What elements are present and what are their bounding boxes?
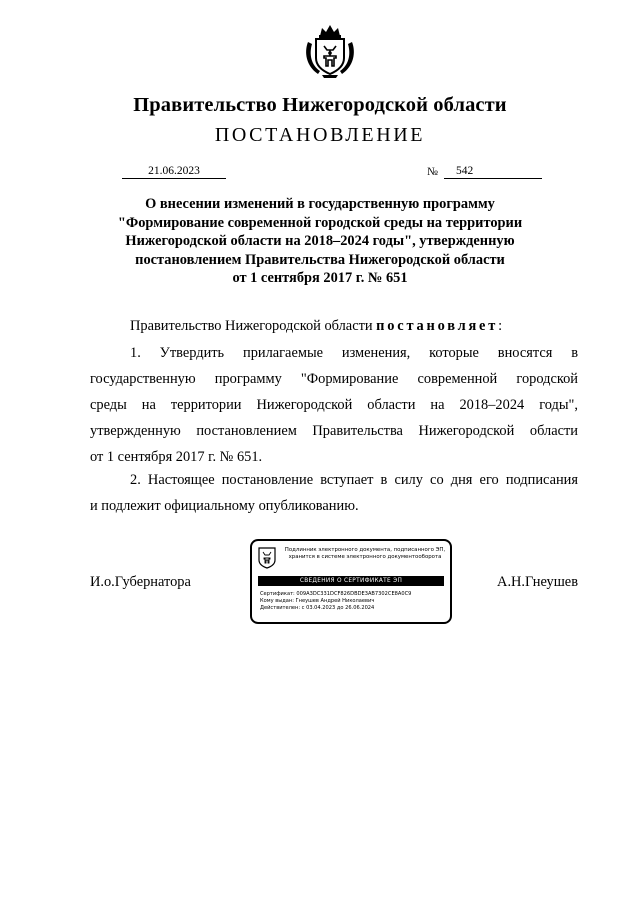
paragraph-line: от 1 сентября 2017 г. № 651.	[90, 449, 263, 465]
resolve-word: постановляет	[376, 318, 499, 334]
paragraph-2	[90, 467, 578, 519]
paragraph-line: 2. Настоящее постановление вступает в силу со дня его подписания	[130, 472, 578, 488]
electronic-signature-stamp	[250, 539, 452, 624]
subject-line: от 1 сентября 2017 г. № 651	[232, 270, 408, 286]
paragraph-line: и подлежит официальному опубликованию.	[90, 498, 359, 514]
stamp-title-bar: СВЕДЕНИЯ О СЕРТИФИКАТЕ ЭП	[258, 576, 444, 586]
signer-position: И.о.Губернатора	[90, 574, 191, 590]
document-date: 21.06.2023	[122, 165, 226, 179]
paragraph-line: среды на территории Нижегородской области на 2018–2024 годы",	[90, 397, 578, 413]
intro-colon: :	[498, 318, 503, 334]
document-subject	[100, 195, 540, 288]
paragraph-1	[90, 340, 578, 470]
paragraph-line: 1. Утвердить прилагаемые изменения, которые вносятся в	[130, 345, 578, 361]
stamp-certificate: Сертификат: 009A3DC331DCF826DBDE3AB7302CE8A0C9	[260, 591, 412, 597]
stamp-validity: Действителен: с 03.04.2023 до 26.06.2024	[260, 605, 375, 611]
number-sign: №	[427, 166, 438, 178]
stamp-header-line: Подлинник электронного документа, подписанного ЭП,	[284, 547, 446, 553]
subject-line: О внесении изменений в государственную программу	[145, 196, 495, 212]
subject-line: Нижегородской области на 2018–2024 годы", утвержденную	[125, 233, 515, 249]
nizhny-novgorod-emblem-icon	[258, 547, 276, 569]
organization-title: Правительство Нижегородской области	[133, 94, 507, 116]
document-number: 542	[444, 165, 542, 179]
intro-paragraph	[90, 313, 578, 339]
stamp-header-line: хранится в системе электронного документооборота	[288, 554, 442, 560]
signer-name: А.Н.Гнеушев	[497, 574, 578, 590]
stamp-details	[260, 591, 411, 612]
subject-line: постановлением Правительства Нижегородской области	[135, 251, 505, 268]
paragraph-line: утвержденную постановлением Правительства Нижегородской области	[90, 423, 578, 439]
paragraph-line: государственную программу "Формирование современной городской	[90, 371, 578, 387]
intro-text: Правительство Нижегородской области	[130, 318, 377, 334]
stamp-header	[280, 547, 450, 561]
stamp-owner: Кому выдан: Гнеушев Андрей Николаевич	[260, 598, 375, 604]
subject-line: "Формирование современной городской среды на территории	[117, 214, 523, 231]
document-type: ПОСТАНОВЛЕНИЕ	[214, 124, 426, 146]
nizhny-novgorod-coat-of-arms-icon	[300, 22, 360, 80]
